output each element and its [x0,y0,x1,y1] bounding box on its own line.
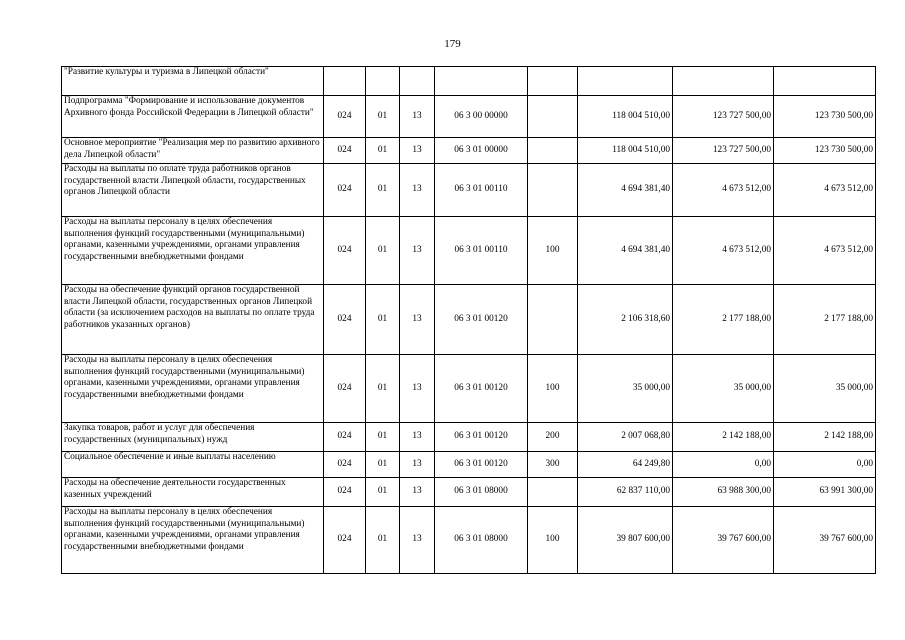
cell-section: 01 [366,217,400,285]
cell-amount-year-3: 2 142 188,00 [774,423,876,452]
cell-amount-year-3: 4 673 512,00 [774,217,876,285]
cell-amount-year-3: 4 673 512,00 [774,164,876,217]
cell-amount-year-2: 35 000,00 [673,355,774,423]
cell-target-article [435,67,528,96]
cell-admin-code: 024 [324,96,366,138]
cell-name: Закупка товаров, работ и услуг для обеспечения государственных (муниципальных) нужд [62,423,324,452]
cell-admin-code: 024 [324,217,366,285]
cell-admin-code: 024 [324,285,366,355]
cell-admin-code: 024 [324,478,366,507]
cell-target-article: 06 3 01 00110 [435,164,528,217]
cell-expense-type: 300 [528,452,578,478]
cell-subsection [400,67,435,96]
table-row [62,452,876,478]
cell-name: "Развитие культуры и туризма в Липецкой области" [62,67,324,96]
cell-expense-type: 200 [528,423,578,452]
cell-name: Расходы на обеспечение деятельности государственных казенных учреждений [62,478,324,507]
table-row [62,217,876,285]
cell-amount-year-2 [673,67,774,96]
cell-amount-year-3: 0,00 [774,452,876,478]
cell-expense-type [528,478,578,507]
cell-amount-year-1: 35 000,00 [578,355,673,423]
cell-expense-type [528,96,578,138]
cell-amount-year-3: 63 991 300,00 [774,478,876,507]
cell-name: Расходы на выплаты персоналу в целях обеспечения выполнения функций государственными (муниципальными) органами, казенными учреждениями, органами управления государственными внебюджетными фондами [62,355,324,423]
cell-amount-year-1: 62 837 110,00 [578,478,673,507]
cell-expense-type [528,285,578,355]
table-row [62,96,876,138]
cell-amount-year-3: 123 730 500,00 [774,96,876,138]
cell-subsection: 13 [400,285,435,355]
cell-target-article: 06 3 01 00120 [435,423,528,452]
cell-expense-type: 100 [528,355,578,423]
cell-expense-type [528,67,578,96]
table-row [62,478,876,507]
cell-admin-code: 024 [324,164,366,217]
table-row [62,355,876,423]
cell-amount-year-1: 2 007 068,80 [578,423,673,452]
cell-amount-year-2: 63 988 300,00 [673,478,774,507]
table-row [62,423,876,452]
cell-section: 01 [366,423,400,452]
page-number: 179 [444,38,461,50]
cell-expense-type [528,138,578,164]
cell-amount-year-2: 4 673 512,00 [673,164,774,217]
cell-amount-year-1: 4 694 381,40 [578,217,673,285]
cell-amount-year-2: 4 673 512,00 [673,217,774,285]
cell-subsection: 13 [400,96,435,138]
cell-section: 01 [366,285,400,355]
cell-expense-type [528,164,578,217]
cell-section [366,67,400,96]
cell-admin-code: 024 [324,507,366,574]
cell-amount-year-1: 2 106 318,60 [578,285,673,355]
cell-name: Расходы на обеспечение функций органов государственной власти Липецкой области, государственных органов Липецкой области (за исключением расходов на выплаты по оплате труда работников указанных органов) [62,285,324,355]
cell-section: 01 [366,355,400,423]
cell-amount-year-2: 123 727 500,00 [673,96,774,138]
cell-subsection: 13 [400,423,435,452]
cell-amount-year-2: 0,00 [673,452,774,478]
budget-table [61,66,876,574]
cell-name: Расходы на выплаты по оплате труда работников органов государственной власти Липецкой области, государственных органов Липецкой области [62,164,324,217]
cell-section: 01 [366,164,400,217]
cell-amount-year-3: 123 730 500,00 [774,138,876,164]
cell-admin-code: 024 [324,452,366,478]
cell-target-article: 06 3 00 00000 [435,96,528,138]
cell-admin-code: 024 [324,138,366,164]
cell-amount-year-2: 2 142 188,00 [673,423,774,452]
cell-amount-year-3: 2 177 188,00 [774,285,876,355]
table-row [62,164,876,217]
cell-expense-type: 100 [528,217,578,285]
cell-name: Социальное обеспечение и иные выплаты населению [62,452,324,478]
cell-target-article: 06 3 01 00120 [435,452,528,478]
cell-section: 01 [366,452,400,478]
table-row [62,507,876,574]
cell-amount-year-2: 2 177 188,00 [673,285,774,355]
cell-name: Расходы на выплаты персоналу в целях обеспечения выполнения функций государственными (муниципальными) органами, казенными учреждениями, органами управления государственными внебюджетными фондами [62,507,324,574]
cell-admin-code: 024 [324,423,366,452]
cell-target-article: 06 3 01 00110 [435,217,528,285]
table-row [62,285,876,355]
cell-section: 01 [366,478,400,507]
cell-amount-year-1: 39 807 600,00 [578,507,673,574]
cell-subsection: 13 [400,138,435,164]
cell-name: Основное мероприятие "Реализация мер по развитию архивного дела Липецкой области" [62,138,324,164]
cell-amount-year-1: 118 004 510,00 [578,96,673,138]
cell-amount-year-1: 64 249,80 [578,452,673,478]
cell-target-article: 06 3 01 08000 [435,507,528,574]
cell-amount-year-2: 123 727 500,00 [673,138,774,164]
cell-amount-year-1: 118 004 510,00 [578,138,673,164]
cell-admin-code [324,67,366,96]
table-row [62,67,876,96]
cell-name: Подпрограмма "Формирование и использование документов Архивного фонда Российской Федерации в Липецкой области" [62,96,324,138]
cell-amount-year-3: 35 000,00 [774,355,876,423]
cell-subsection: 13 [400,478,435,507]
cell-amount-year-3 [774,67,876,96]
cell-subsection: 13 [400,355,435,423]
cell-amount-year-1: 4 694 381,40 [578,164,673,217]
cell-amount-year-2: 39 767 600,00 [673,507,774,574]
cell-amount-year-1 [578,67,673,96]
cell-subsection: 13 [400,507,435,574]
cell-target-article: 06 3 01 00120 [435,355,528,423]
cell-name: Расходы на выплаты персоналу в целях обеспечения выполнения функций государственными (муниципальными) органами, казенными учреждениями, органами управления государственными внебюджетными фондами [62,217,324,285]
cell-target-article: 06 3 01 00120 [435,285,528,355]
cell-expense-type: 100 [528,507,578,574]
cell-section: 01 [366,507,400,574]
cell-target-article: 06 3 01 08000 [435,478,528,507]
cell-target-article: 06 3 01 00000 [435,138,528,164]
table-row [62,138,876,164]
cell-subsection: 13 [400,452,435,478]
cell-subsection: 13 [400,164,435,217]
cell-amount-year-3: 39 767 600,00 [774,507,876,574]
cell-section: 01 [366,96,400,138]
cell-section: 01 [366,138,400,164]
cell-admin-code: 024 [324,355,366,423]
cell-subsection: 13 [400,217,435,285]
